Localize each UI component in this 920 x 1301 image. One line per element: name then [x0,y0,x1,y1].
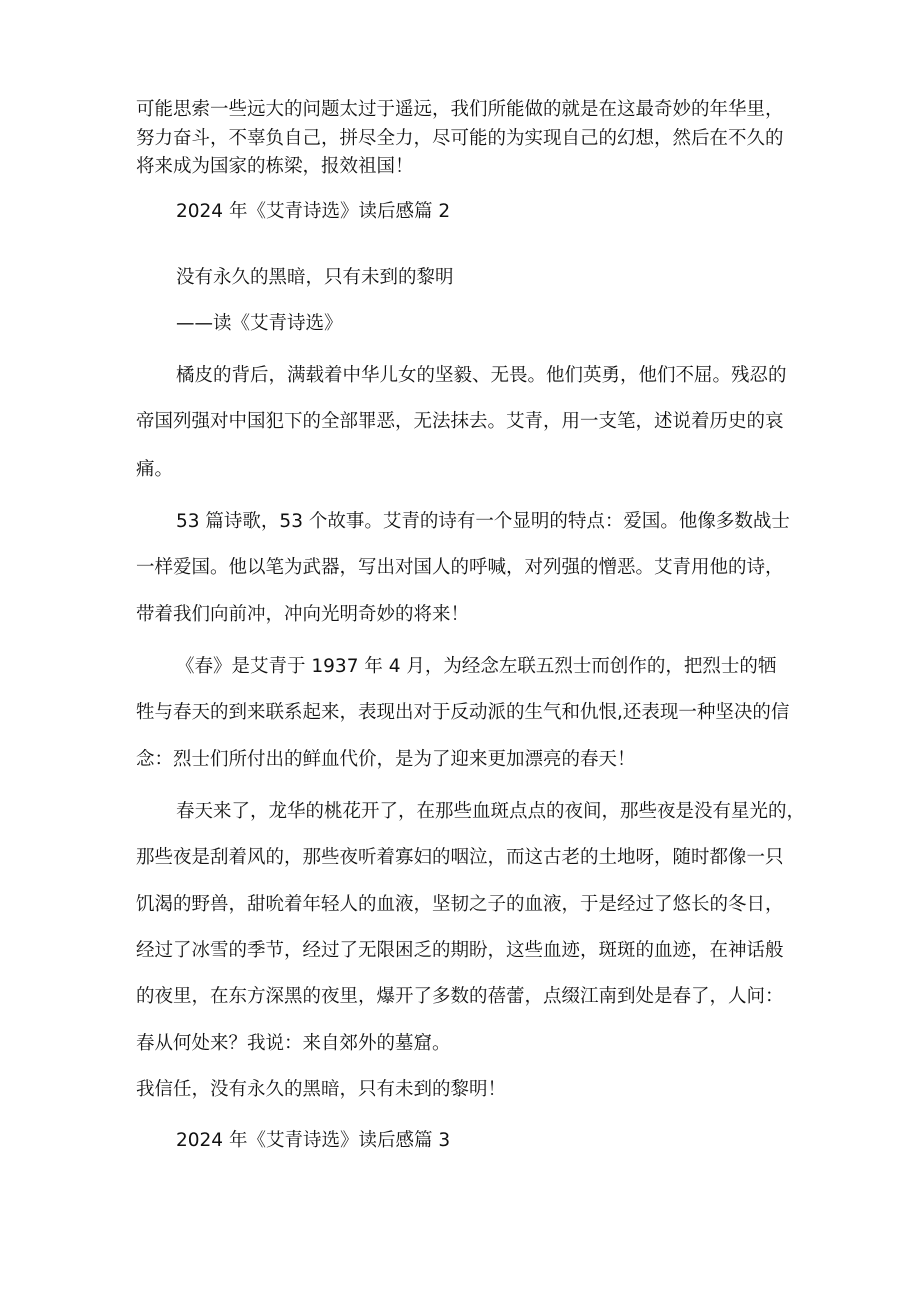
paragraph-line: 痛。 [136,459,174,480]
paragraph-line: 的夜里，在东方深黑的夜里，爆开了多数的蓓蕾，点缀江南到处是春了，人问： [136,986,784,1007]
paragraph-line: 帝国列强对中国犯下的全部罪恶，无法抹去。艾青，用一支笔，述说着历史的哀 [136,411,784,432]
paragraph-line: 饥渴的野兽，甜吮着年轻人的血液，坚韧之子的血液，于是经过了悠长的冬日， [136,894,784,915]
paragraph-line: 53 篇诗歌，53 个故事。艾青的诗有一个显明的特点：爱国。他像多数战士 [176,511,790,532]
paragraph-line: 橘皮的背后，满载着中华儿女的坚毅、无畏。他们英勇，他们不屈。残忍的 [176,365,787,386]
section-heading: 2024 年《艾青诗选》读后感篇 3 [176,1130,451,1151]
essay-title: 没有永久的黑暗，只有未到的黎明 [176,267,454,288]
paragraph-line: 那些夜是刮着风的，那些夜听着寡妇的咽泣，而这古老的土地呀，随时都像一只 [136,847,784,868]
section-heading: 2024 年《艾青诗选》读后感篇 2 [176,201,451,222]
paragraph-line: 念：烈士们所付出的鲜血代价，是为了迎来更加漂亮的春天！ [136,749,636,770]
paragraph-line: 《春》是艾青于 1937 年 4 月，为经念左联五烈士而创作的，把烈士的牺 [176,656,777,677]
paragraph-line: 春从何处来？我说：来自郊外的墓窟。 [136,1033,451,1054]
paragraph-line: 我信任，没有永久的黑暗，只有未到的黎明！ [136,1079,507,1100]
paragraph-line: 努力奋斗，不辜负自己，拼尽全力，尽可能的为实现自己的幻想，然后在不久的 [136,128,784,149]
essay-subtitle: ——读《艾青诗选》 [176,313,343,334]
paragraph-line: 春天来了，龙华的桃花开了，在那些血斑点点的夜间，那些夜是没有星光的， [176,801,806,822]
paragraph-line: 将来成为国家的栋梁，报效祖国！ [136,156,414,177]
paragraph-line: 一样爱国。他以笔为武器，写出对国人的呼喊，对列强的憎恶。艾青用他的诗， [136,557,784,578]
paragraph-line: 牲与春天的到来联系起来，表现出对于反动派的生气和仇恨,还表现一种坚决的信 [136,702,790,723]
paragraph-line: 经过了冰雪的季节，经过了无限困乏的期盼，这些血迹，斑斑的血迹，在神话般 [136,940,784,961]
paragraph-line: 可能思索一些远大的问题太过于遥远，我们所能做的就是在这最奇妙的年华里， [136,99,784,120]
paragraph-line: 带着我们向前冲，冲向光明奇妙的将来！ [136,604,470,625]
